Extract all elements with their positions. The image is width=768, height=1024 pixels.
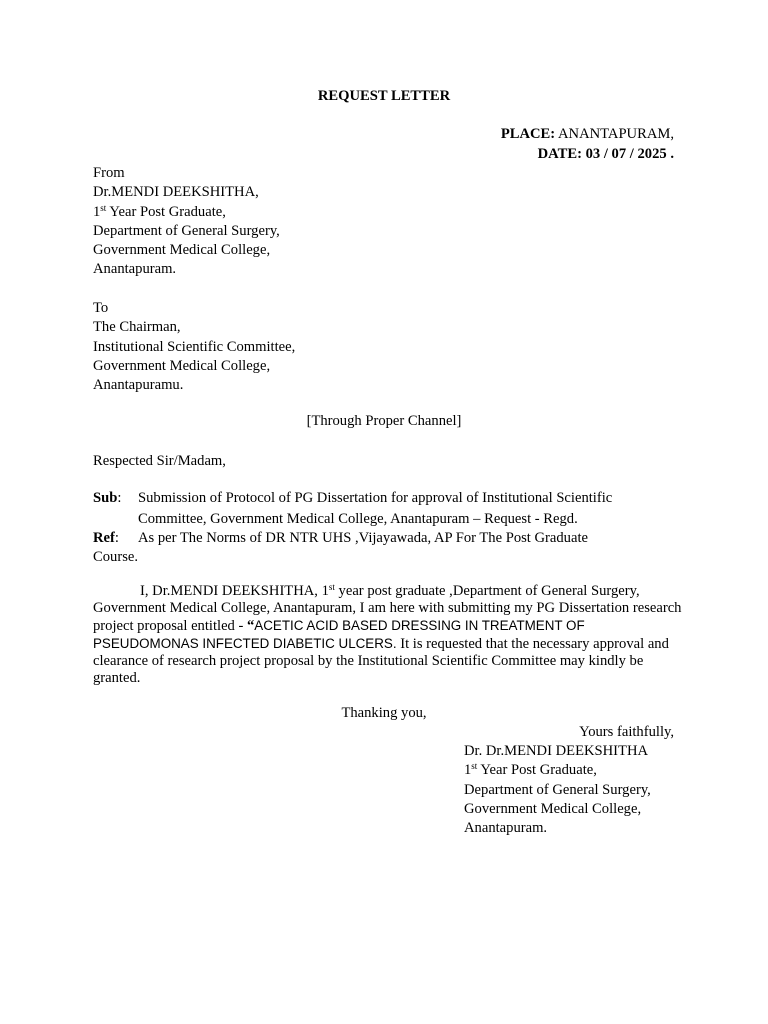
subject-colon: : [117, 490, 122, 506]
ref-label: Ref [93, 530, 115, 546]
ref-label-group [93, 529, 138, 548]
sig-year-rest: Year Post Graduate, [477, 762, 597, 779]
salutation: Respected Sir/Madam, [93, 453, 226, 469]
place-line [501, 125, 674, 144]
to-city: Anantapuramu. [93, 377, 184, 394]
thanking-line: Thanking you, [341, 705, 427, 721]
body-text-a: I, Dr.MENDI DEEKSHITHA, 1 [140, 583, 329, 599]
place-value: ANANTAPURAM, [558, 126, 674, 142]
sig-college: Government Medical College, [464, 800, 642, 817]
ref-line-2: Course. [93, 549, 138, 565]
subject-line-1 [93, 489, 612, 508]
ref-text-1: As per The Norms of DR NTR UHS ,Vijayawada, AP For The Post Graduate [138, 530, 588, 546]
project-title: ACETIC ACID BASED DRESSING IN TREATMENT OF PSEUDOMONAS INFECTED DIABETIC ULCERS. [93, 618, 585, 651]
from-year [93, 203, 280, 222]
ref-colon: : [114, 530, 119, 546]
from-year-num: 1 [93, 203, 101, 220]
body-paragraph [93, 583, 683, 687]
signature-block [464, 742, 651, 838]
subject-label-group [93, 489, 138, 508]
from-city: Anantapuram. [93, 261, 177, 278]
ref-line-1 [93, 529, 588, 548]
body-text-b: year post graduate ,Department of General Surgery, Government Medical College, Anantapuram, I am here with submitting my PG Dissertation research project proposal entitled - [93, 583, 682, 634]
from-college: Government Medical College, [93, 242, 271, 259]
subject-line-2: Committee, Government Medical College, Anantapuram – Request - Regd. [138, 511, 578, 527]
from-dept: Department of General Surgery, [93, 222, 280, 239]
sig-year [464, 761, 651, 780]
date-line: DATE: 03 / 07 / 2025 . [537, 146, 674, 162]
from-name: Dr.MENDI DEEKSHITHA, [93, 184, 259, 201]
from-year-sup: st [100, 202, 107, 213]
letter-title: REQUEST LETTER [317, 88, 451, 104]
sig-dept: Department of General Surgery, [464, 781, 651, 798]
from-year-rest: Year Post Graduate, [106, 203, 226, 220]
sig-year-sup: st [471, 761, 478, 772]
sig-name: Dr. Dr.MENDI DEEKSHITHA [464, 743, 649, 759]
body-sup: st [328, 582, 335, 592]
body-quote-mark: “ [247, 618, 255, 634]
to-recipient: The Chairman, [93, 319, 181, 336]
subject-label: Sub [93, 490, 118, 506]
from-heading: From [93, 165, 125, 181]
from-address [93, 164, 280, 280]
subject-text-1: Submission of Protocol of PG Dissertation for approval of Institutional Scientific [138, 490, 613, 506]
sig-year-num: 1 [464, 762, 472, 779]
body-text-c: It is requested that the necessary approval and clearance of research project proposal by the Institutional Scientific Committee may kindly be granted. [93, 636, 669, 686]
to-college: Government Medical College, [93, 357, 271, 374]
to-heading: To [93, 300, 109, 316]
to-committee: Institutional Scientific Committee, [93, 338, 296, 355]
closing-line: Yours faithfully, [579, 724, 674, 740]
sig-city: Anantapuram. [464, 820, 548, 837]
to-address [93, 299, 295, 395]
place-label: PLACE: [500, 126, 556, 142]
channel-note: [Through Proper Channel] [306, 413, 462, 429]
